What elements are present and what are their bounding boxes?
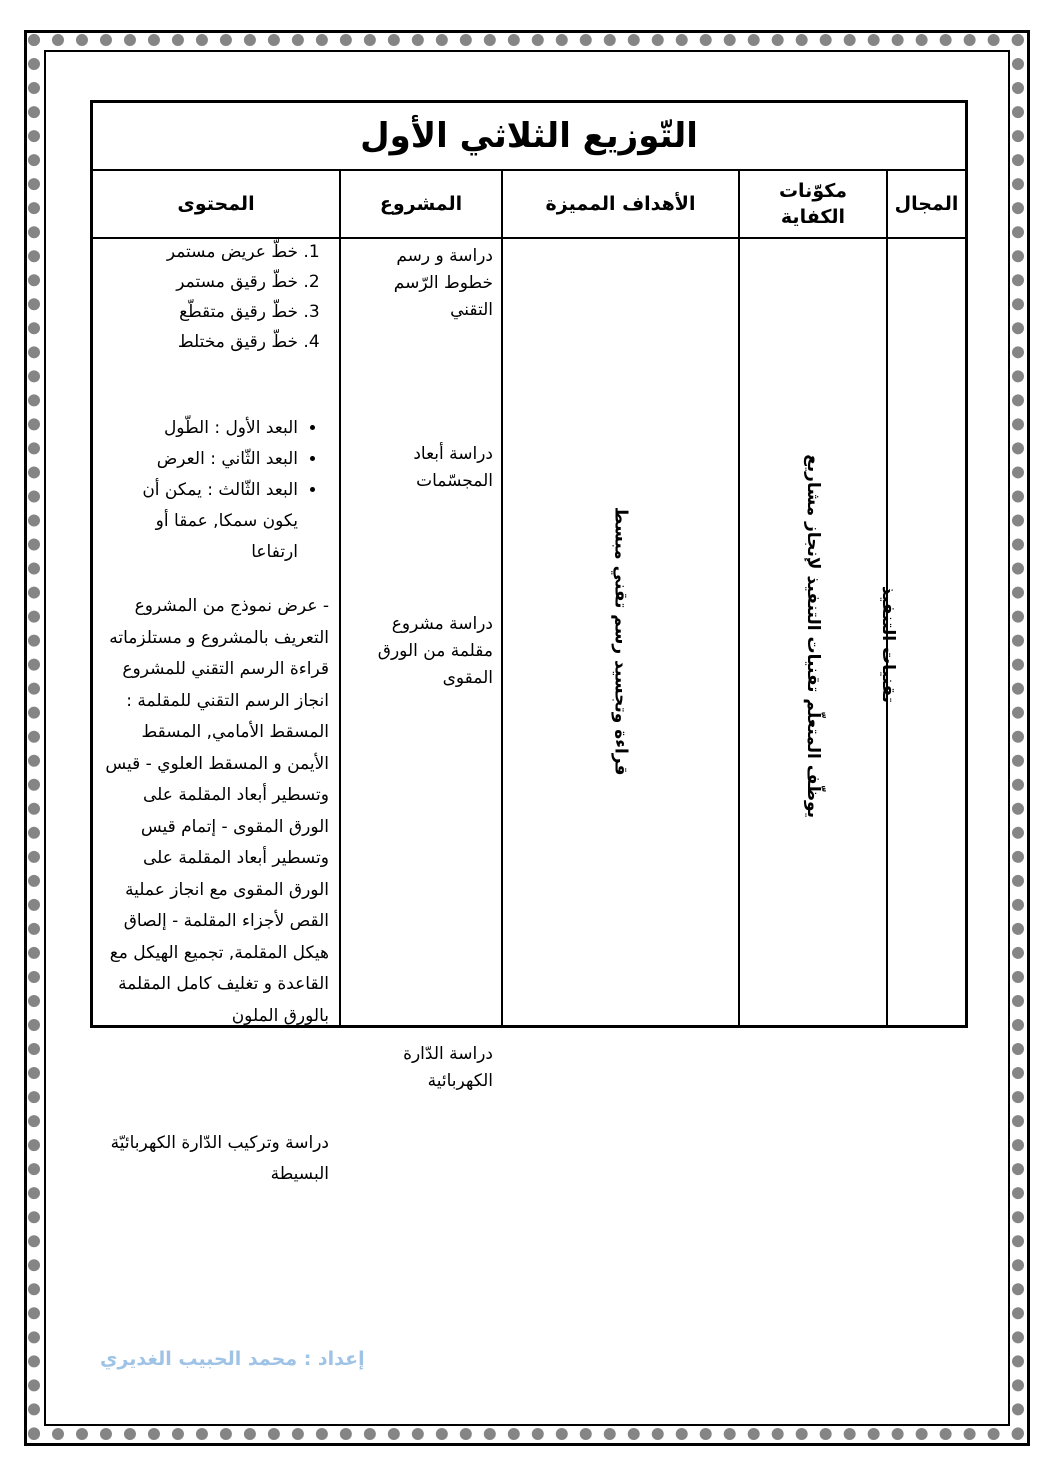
header-content: المحتوى: [177, 193, 255, 215]
project-item: دراسة الدّارة الكهربائية: [403, 1044, 493, 1091]
list-item: 4. خطّ رقيق مختلط: [101, 327, 298, 357]
list-item: 3. خطّ رقيق متقطّع: [101, 297, 298, 327]
pencil-case-steps: - عرض نموذج من المشروع التعريف بالمشروع و مستلزماته قراءة الرسم التقني للمشروع انجاز الرسم التقني للمقلمة : المسقط الأمامي, المسقط الأيمن و المسقط العلوي - قيس وتسطير أبعاد المقلمة على الورق المقوى - إتمام قيس وتسطير أبعاد المقلمة على الورق المقوى مع انجاز عملية القص لأجزاء المقلمة - إلصاق هيكل المقلمة, تجميع الهيكل مع القاعدة و تغليف كامل المقلمة بالورق الملون: [105, 596, 329, 1026]
domain-cell: تقنيات التنفيذ: [878, 586, 898, 703]
list-item: • البعد الأول : الطّول: [123, 413, 298, 444]
header-project: المشروع: [379, 193, 463, 215]
project-item: دراسة أبعاد المجسّمات: [413, 444, 493, 491]
header-competency: مكوّنات الكفاية: [778, 180, 848, 228]
header-goals: الأهداف المميزة: [545, 193, 696, 215]
project-item: دراسة مشروع مقلمة من الورق المقوى: [377, 614, 493, 688]
column-divider: [501, 169, 503, 1025]
column-divider: [738, 169, 740, 1025]
project-item: دراسة و رسم خطوط الرّسم التقني: [393, 246, 493, 320]
list-item: • البعد الثّاني : العرض: [123, 444, 298, 475]
author-footer: إعداد : محمد الحبيب الغديري: [100, 1348, 365, 1370]
circuit-text: دراسة وتركيب الدّارة الكهربائيّة البسيطة: [110, 1133, 329, 1184]
list-item: 2. خطّ رقيق مستمر: [101, 267, 298, 297]
list-item: 1. خطّ عريض مستمر: [101, 237, 298, 267]
table-title: التّوزيع الثلاثي الأول: [93, 103, 965, 171]
distribution-table: [90, 100, 968, 1184]
list-item: • البعد الثّالث : يمكن أن يكون سمكا, عمقا أو ارتفاعا: [123, 475, 298, 568]
dimensions-list: [123, 413, 326, 568]
content-lines: [101, 237, 326, 357]
column-divider: [339, 169, 341, 1025]
goals-cell: قراءة وتجسيد رسم تقني مبسط: [610, 506, 631, 776]
competency-cell: يوظّف المتعلّم تقنيات التنفيذ لإنجاز مشاريع: [803, 454, 823, 818]
header-domain: المجال: [894, 193, 959, 215]
